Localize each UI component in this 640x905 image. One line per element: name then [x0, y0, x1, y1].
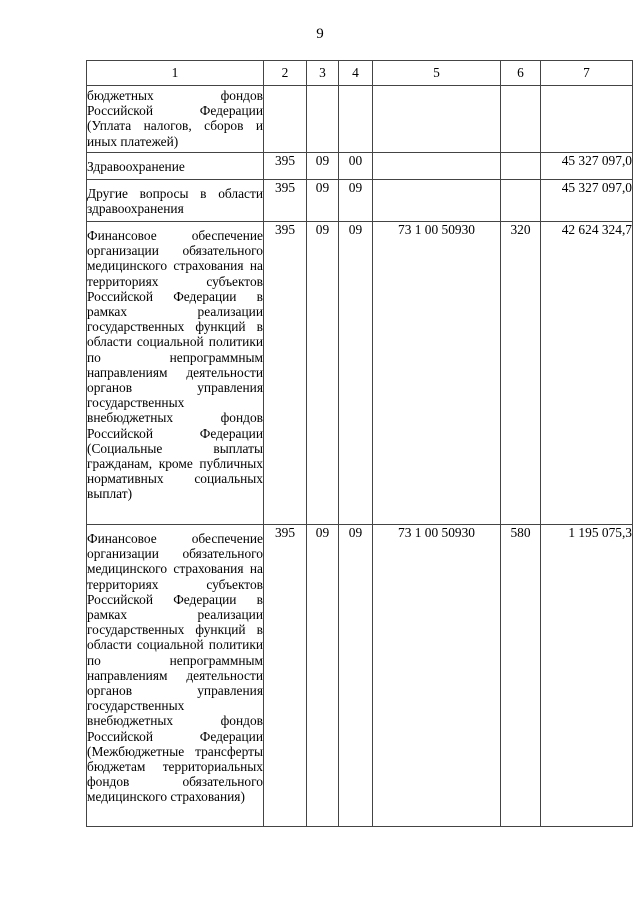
column-header: 7 — [541, 61, 633, 86]
budget-table — [86, 60, 633, 827]
column-header: 2 — [264, 61, 307, 86]
row-code-4 — [339, 86, 373, 153]
row-code-3: 09 — [307, 153, 339, 180]
row-code-3: 09 — [307, 222, 339, 525]
row-code-2: 395 — [264, 153, 307, 180]
table-row — [87, 153, 633, 180]
row-code-6: 580 — [501, 525, 541, 827]
row-code-5 — [373, 153, 501, 180]
row-code-4: 09 — [339, 525, 373, 827]
row-code-5 — [373, 180, 501, 222]
row-code-5: 73 1 00 50930 — [373, 525, 501, 827]
column-header: 6 — [501, 61, 541, 86]
row-code-3: 09 — [307, 180, 339, 222]
row-code-3 — [307, 86, 339, 153]
column-header: 3 — [307, 61, 339, 86]
row-name: Другие вопросы в области здравоохранения — [87, 180, 264, 222]
row-name: Здравоохранение — [87, 153, 264, 180]
row-name: Финансовое обеспечение организации обязательного медицинского страхования на территориях субъектов Российской Федерации в рамках реализации государственных функций в области социальной политики по непрограммным направлениям деятельности органов управления государственных внебюджетных фондов Российской Федерации (Межбюджетные трансферты бюджетам территориальных фондов обязательного медицинского страхования) — [87, 525, 264, 827]
row-code-2: 395 — [264, 180, 307, 222]
row-code-6 — [501, 180, 541, 222]
row-code-4: 09 — [339, 222, 373, 525]
column-header: 4 — [339, 61, 373, 86]
row-code-2 — [264, 86, 307, 153]
row-amount: 45 327 097,0 — [541, 153, 633, 180]
row-code-2: 395 — [264, 222, 307, 525]
row-code-3: 09 — [307, 525, 339, 827]
table-row — [87, 525, 633, 827]
row-amount — [541, 86, 633, 153]
column-header: 1 — [87, 61, 264, 86]
page-number: 9 — [316, 26, 324, 42]
row-code-6 — [501, 153, 541, 180]
row-code-4: 09 — [339, 180, 373, 222]
row-code-2: 395 — [264, 525, 307, 827]
row-code-4: 00 — [339, 153, 373, 180]
table-header-row — [87, 61, 633, 86]
row-code-6 — [501, 86, 541, 153]
table-row — [87, 86, 633, 153]
table-row — [87, 180, 633, 222]
row-name: Финансовое обеспечение организации обязательного медицинского страхования на территориях субъектов Российской Федерации в рамках реализации государственных функций в области социальной политики по непрограммным направлениям деятельности органов управления государственных внебюджетных фондов Российской Федерации (Социальные выплаты гражданам, кроме публичных нормативных социальных выплат) — [87, 222, 264, 525]
row-amount: 42 624 324,7 — [541, 222, 633, 525]
table-row — [87, 222, 633, 525]
row-code-5 — [373, 86, 501, 153]
row-amount: 45 327 097,0 — [541, 180, 633, 222]
row-amount: 1 195 075,3 — [541, 525, 633, 827]
row-name: бюджетных фондов Российской Федерации (Уплата налогов, сборов и иных платежей) — [87, 86, 264, 153]
row-code-5: 73 1 00 50930 — [373, 222, 501, 525]
row-code-6: 320 — [501, 222, 541, 525]
column-header: 5 — [373, 61, 501, 86]
